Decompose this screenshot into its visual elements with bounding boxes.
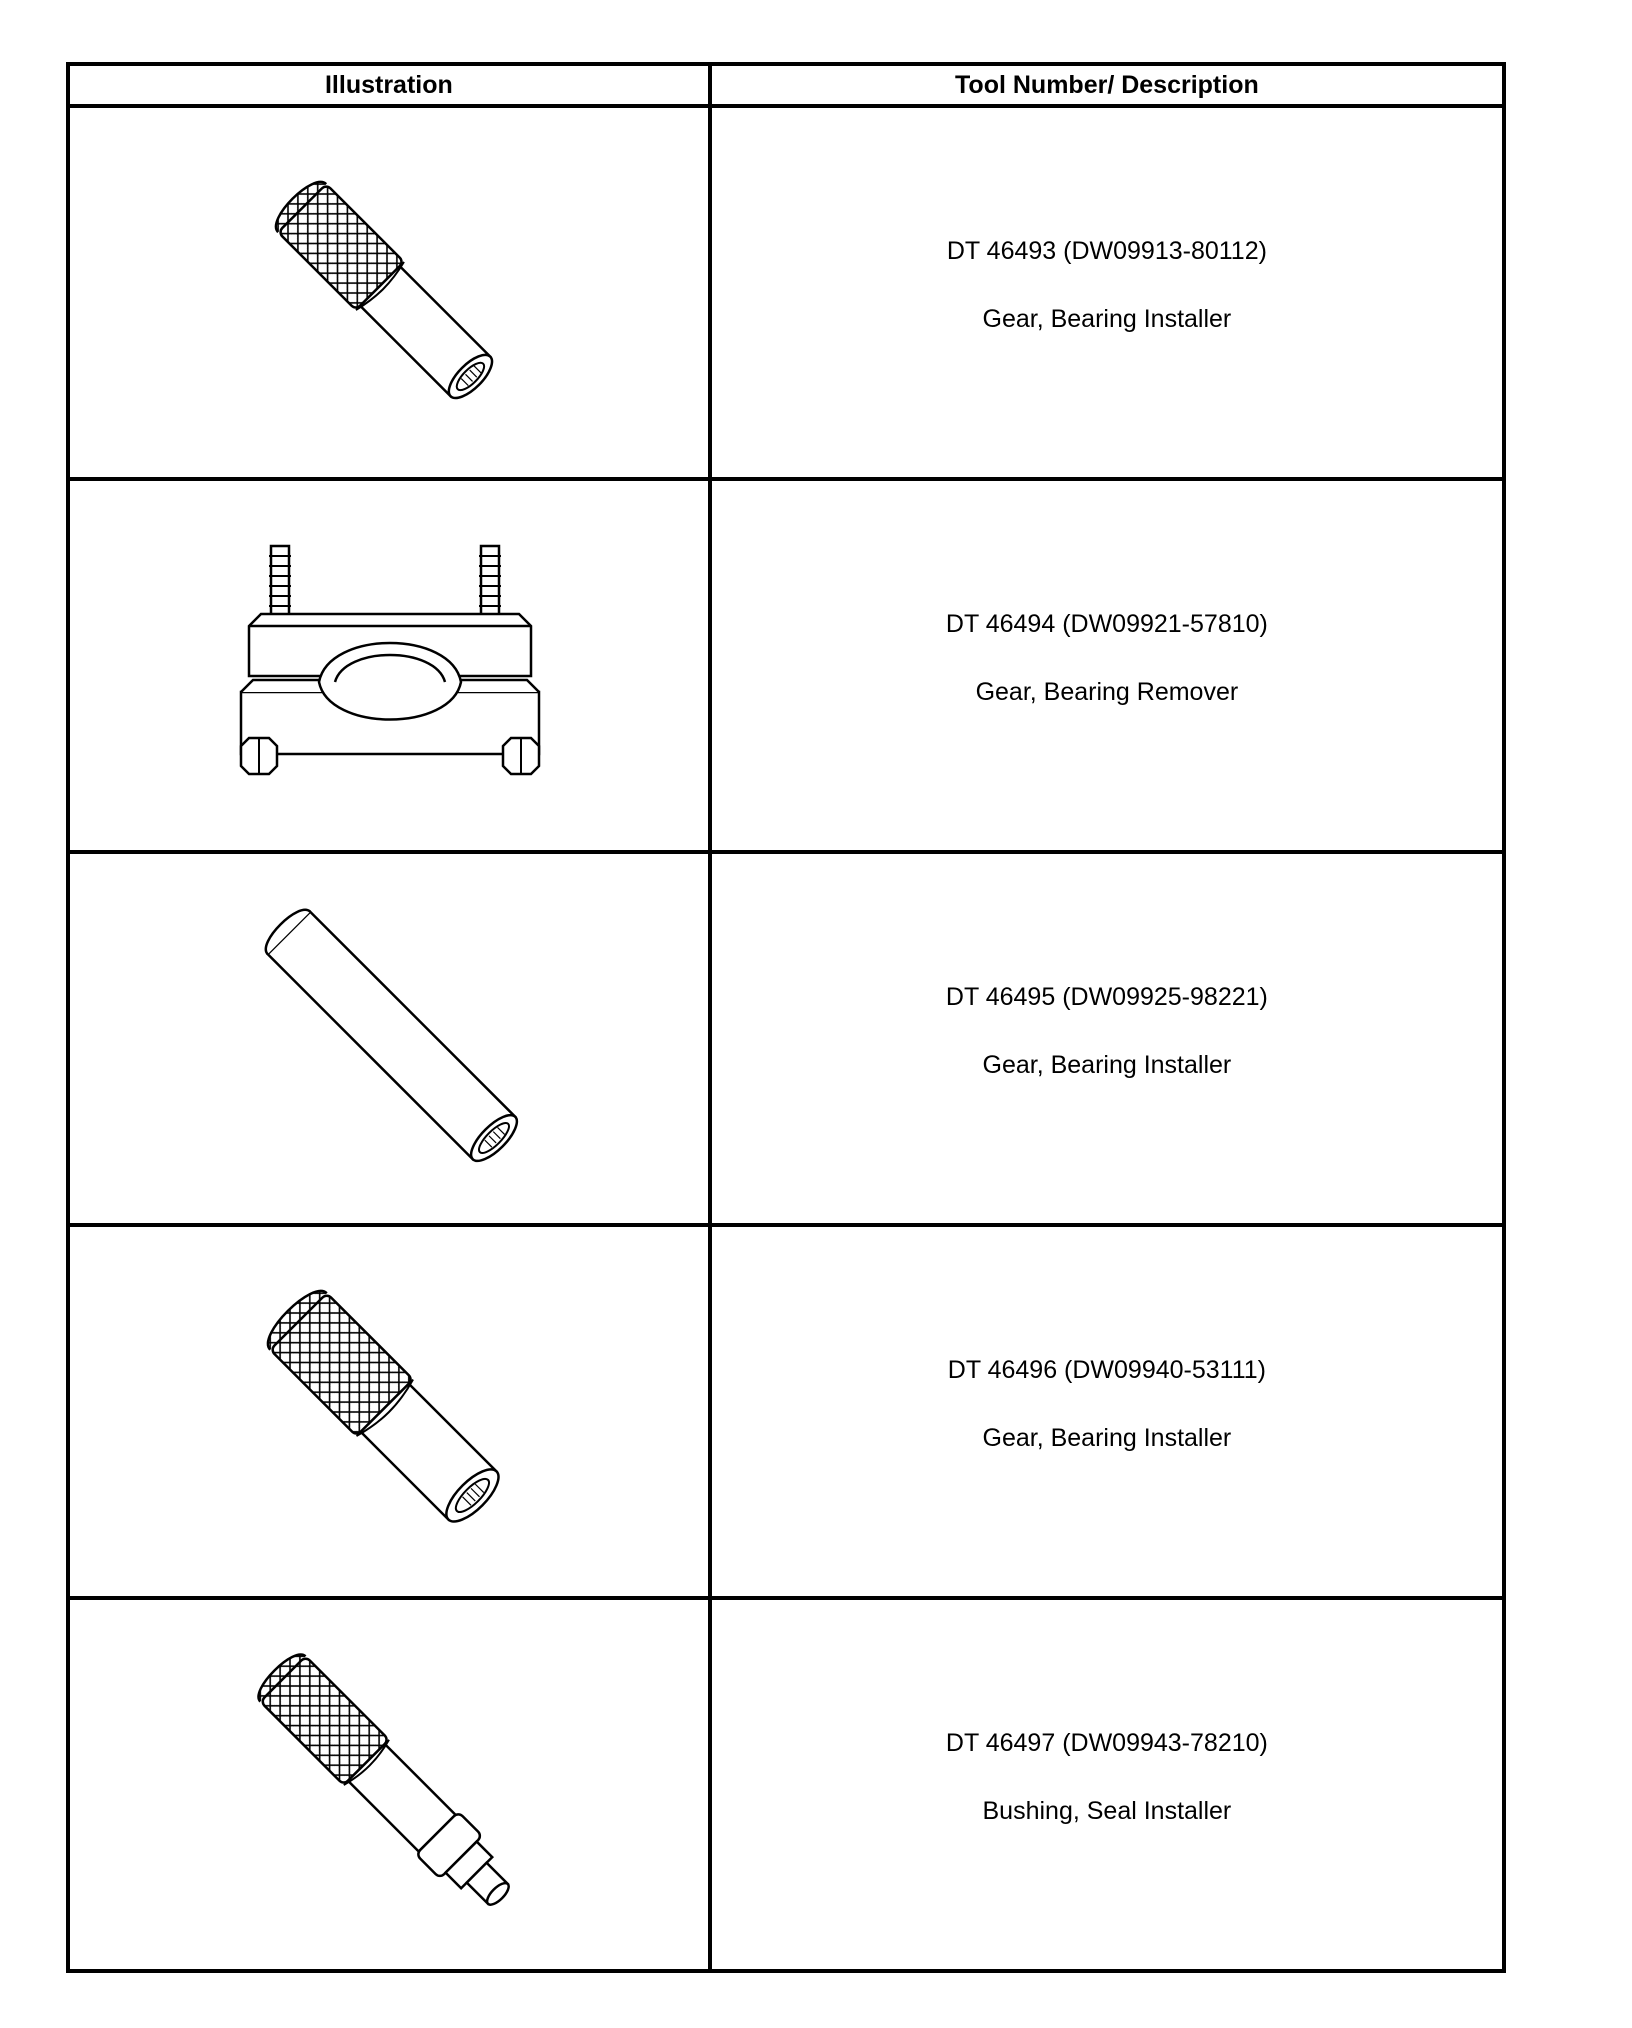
tool-description: Gear, Bearing Installer xyxy=(982,304,1232,333)
table-row xyxy=(68,1225,1504,1598)
header-illustration: Illustration xyxy=(68,64,710,106)
tool-info xyxy=(947,236,1267,334)
tool-info xyxy=(946,982,1268,1080)
tool-info-cell xyxy=(710,479,1504,852)
header-tool-number-description: Tool Number/ Description xyxy=(710,64,1504,106)
tool-number: DT 46495 (DW09925-98221) xyxy=(945,982,1268,1011)
tool-info-cell xyxy=(710,852,1504,1225)
tool-info xyxy=(946,609,1268,707)
split-bearing-remover-icon xyxy=(219,496,559,836)
knurled-installer-icon xyxy=(219,123,559,463)
illustration-cell xyxy=(68,1598,710,1971)
tool-info xyxy=(948,1355,1266,1453)
tool-number: DT 46493 (DW09913-80112) xyxy=(946,236,1267,265)
illustration-cell xyxy=(68,852,710,1225)
tool-info xyxy=(946,1728,1268,1826)
illustration-cell xyxy=(68,106,710,479)
tool-info-cell xyxy=(710,1598,1504,1971)
header-row xyxy=(68,64,1504,106)
knurled-installer-icon xyxy=(219,1242,559,1582)
tool-description: Gear, Bearing Remover xyxy=(975,677,1239,706)
tool-description: Gear, Bearing Installer xyxy=(982,1423,1232,1452)
illustration-cell xyxy=(68,1225,710,1598)
tool-description: Gear, Bearing Installer xyxy=(982,1050,1232,1079)
plain-tube-installer-icon xyxy=(219,869,559,1209)
stepped-seal-installer-icon xyxy=(219,1615,559,1955)
tool-number: DT 46494 (DW09921-57810) xyxy=(945,609,1268,638)
tool-info-cell xyxy=(710,1225,1504,1598)
tool-info-cell xyxy=(710,106,1504,479)
tool-number: DT 46497 (DW09943-78210) xyxy=(945,1728,1268,1757)
tool-number: DT 46496 (DW09940-53111) xyxy=(947,1355,1267,1384)
table-row xyxy=(68,852,1504,1225)
table-row xyxy=(68,1598,1504,1971)
tool-table xyxy=(66,62,1506,1973)
table-row xyxy=(68,479,1504,852)
illustration-cell xyxy=(68,479,710,852)
tool-description: Bushing, Seal Installer xyxy=(982,1796,1232,1825)
table-row xyxy=(68,106,1504,479)
